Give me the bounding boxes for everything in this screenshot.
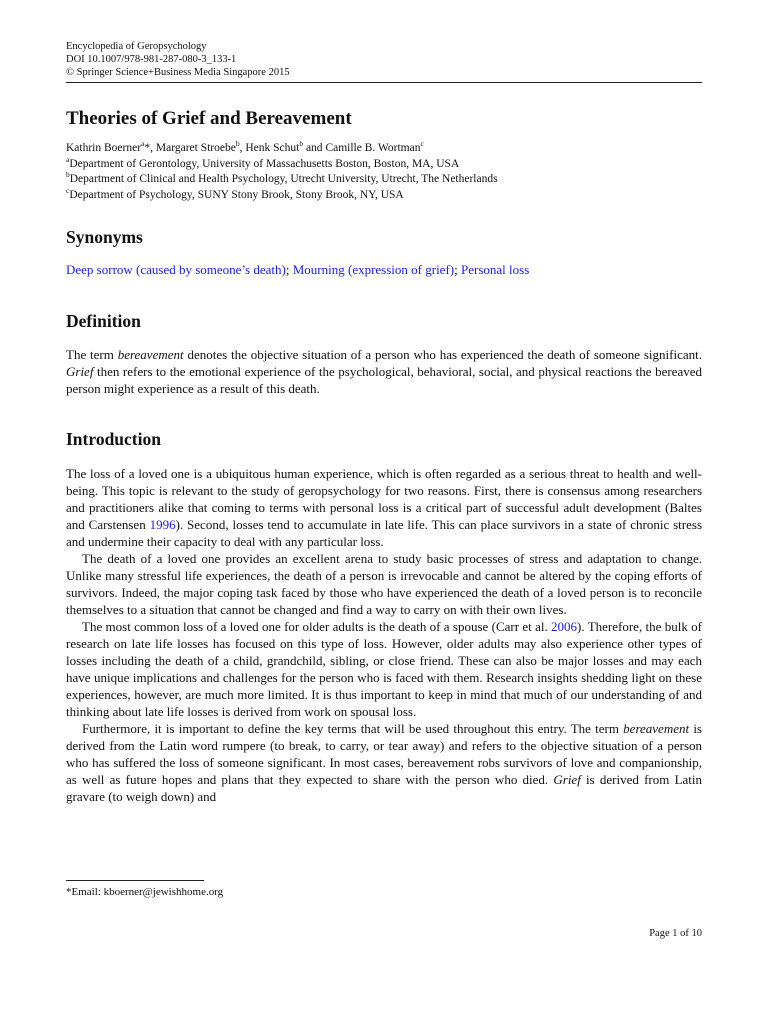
- author-name: Camille B. Wortman: [325, 142, 421, 154]
- introduction-heading: Introduction: [66, 429, 161, 449]
- synonym-link[interactable]: Personal loss: [461, 262, 530, 277]
- affiliation: $^a$Department of Gerontology, University of Massachusetts Boston, Boston, MA, USA: [66, 154, 460, 170]
- author-line: Kathrin Boerner$^a$*, Margaret Stroebe$^b$, Henk Schut$^b$ and Camille B. Wortman$^c$: [66, 139, 424, 154]
- header-rule: [66, 82, 702, 83]
- footnote-email: *Email: kboerner@jewishhome.org: [66, 886, 224, 898]
- journal-name: Encyclopedia of Geropsychology: [66, 41, 207, 52]
- author-block: [66, 141, 498, 203]
- paragraph: The most common loss of a loved one for older adults is the death of a spouse (Carr et al. 2006). Therefore, the bulk of research on late life losses has focused on this type of loss. However, older adults may also experience other types of losses including the death of a child, grandchild, sibling, or close friend. These can also be major losses and may each have unique implications and challenges for the person who is faced with them. Research insights shedding light on these experiences, however, are much more limited. It is thus important to keep in mind that much of our understanding of and thinking about late life losses is derived from work on spousal loss.: [66, 619, 703, 719]
- definition-paragraph: The term bereavement denotes the objective situation of a person who has experienced the death of someone significant. Grief then refers to the emotional experience of the psychological, behavioral, social, and physical reactions the bereaved person might experience as a result of this death.: [66, 347, 702, 396]
- paragraph: Furthermore, it is important to define the key terms that will be used throughout this entry. The term bereavement is derived from the Latin word rumpere (to break, to carry, or tear away) and refers to the objective situation of a person who has suffered the loss of someone significant. In most cases, bereavement robs survivors of love and companionship, as well as future hopes and plans that they expected to share with the person who died. Grief is derived from Latin gravare (to weigh down) and: [66, 721, 703, 804]
- synonym-link[interactable]: Mourning (expression of grief): [292, 262, 455, 277]
- header-metadata: [66, 40, 290, 79]
- page-title: Theories of Grief and Bereavement: [66, 108, 352, 129]
- footnote-rule: [66, 880, 204, 881]
- corresponding-mark: *: [144, 142, 151, 154]
- page-number: Page 1 of 10: [649, 928, 702, 939]
- citation-link[interactable]: 2006: [551, 619, 578, 634]
- paragraph: The loss of a loved one is a ubiquitous human experience, which is often regarded as a serious threat to health and well-being. This topic is relevant to the study of geropsychology for two reasons. First, there is consensus among researchers and practitioners alike that coming to terms with personal loss is a critical part of successful adult development (Baltes and Carstensen 1996). Second, losses tend to accumulate in late life. This can place survivors in a state of chronic stress and undermine their capacity to deal with any particular loss.: [66, 466, 702, 549]
- author-name: Margaret Stroebe: [155, 142, 236, 154]
- synonym-link[interactable]: Deep sorrow (caused by someone’s death): [66, 262, 286, 277]
- author-name: Henk Schut: [245, 142, 300, 154]
- citation-link[interactable]: 1996: [149, 517, 176, 532]
- affiliation: $^b$Department of Clinical and Health Psychology, Utrecht University, Utrecht, The Netherlands: [66, 170, 498, 185]
- copyright: © Springer Science+Business Media Singapore 2015: [66, 67, 290, 78]
- synonyms-list: Deep sorrow (caused by someone’s death); Mourning (expression of grief); Personal loss: [66, 262, 530, 277]
- introduction-body: [66, 465, 702, 805]
- affiliation: $^c$Department of Psychology, SUNY Stony Brook, Stony Brook, NY, USA: [66, 185, 404, 201]
- paragraph: The death of a loved one provides an excellent arena to study basic processes of stress and adaptation to change. Unlike many stressful life experiences, the death of a person is irrevocable and cannot be altered by the coping efforts of survivors. Indeed, the major coping task faced by those who have experienced the death of a loved person is to reconcile themselves to a situation that cannot be changed and find a way to carry on with their own lives.: [66, 551, 702, 617]
- synonyms-heading: Synonyms: [66, 227, 143, 247]
- doi: DOI 10.1007/978-981-287-080-3_133-1: [66, 54, 237, 65]
- definition-heading: Definition: [66, 311, 141, 331]
- author-name: Kathrin Boerner: [66, 142, 142, 154]
